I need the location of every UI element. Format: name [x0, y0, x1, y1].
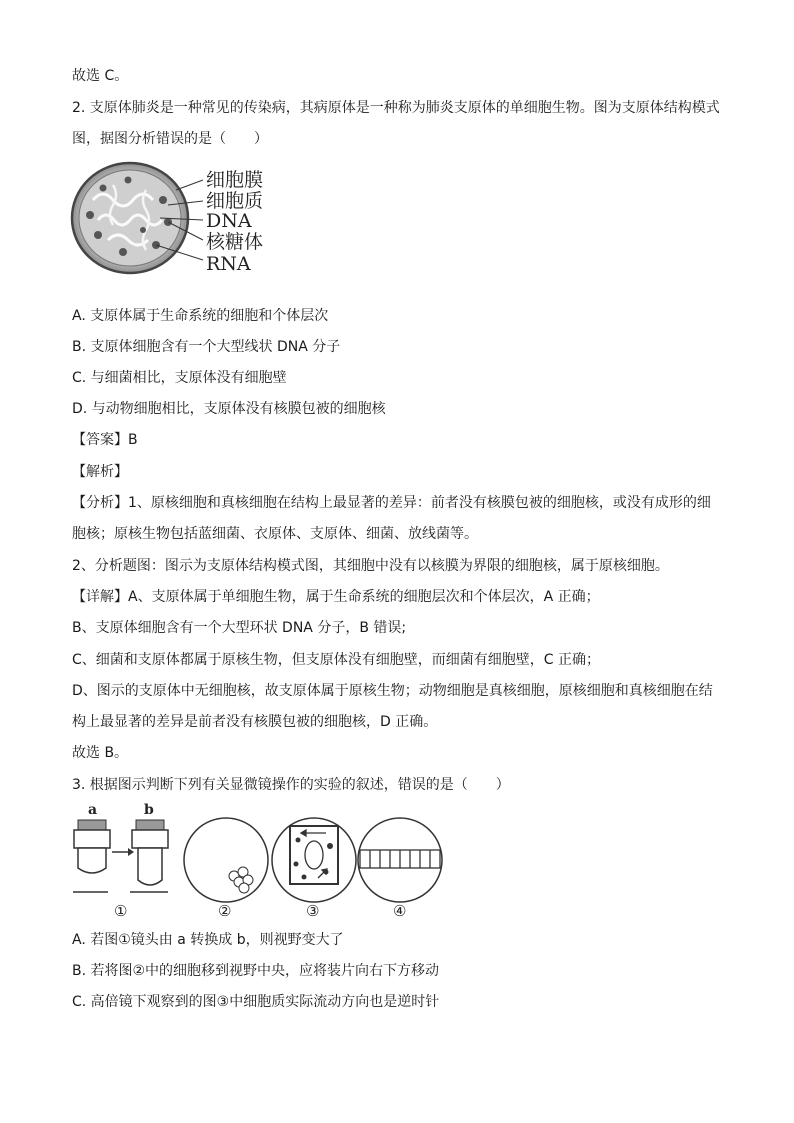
- panel-label-3: ③: [306, 902, 320, 920]
- q3-option-a: A. 若图①镜头由 a 转换成 b，则视野变大了: [72, 932, 344, 948]
- svg-text:a: a: [88, 802, 98, 818]
- mycoplasma-figure: [68, 160, 288, 278]
- analysis-heading: 【解析】: [72, 464, 128, 480]
- panel-label-4: ④: [393, 902, 407, 920]
- analysis-text: 2、分析题图：图示为支原体结构模式图，其细胞中没有以核膜为界限的细胞核，属于原核细胞。: [72, 558, 669, 574]
- answer: 【答案】B: [72, 432, 138, 448]
- question-2-stem: 2. 支原体肺炎是一种常见的传染病，其病原体是一种称为肺炎支原体的单细胞生物。图为支原体结构模式: [72, 100, 720, 116]
- text-line: 故选 C。: [72, 68, 129, 84]
- detail-text: D、图示的支原体中无细胞核，故支原体属于原核生物；动物细胞是真核细胞，原核细胞和真核细胞在结: [72, 683, 713, 699]
- option-c: C. 与细菌相比，支原体没有细胞壁: [72, 370, 287, 386]
- question-3-stem: 3. 根据图示判断下列有关显微镜操作的实验的叙述，错误的是（ ）: [72, 777, 510, 793]
- option-a: A. 支原体属于生命系统的细胞和个体层次: [72, 308, 329, 324]
- detail-text: C、细菌和支原体都属于原核生物，但支原体没有细胞壁，而细菌有细胞壁，C 正确；: [72, 652, 600, 668]
- q3-option-c: C. 高倍镜下观察到的图③中细胞质实际流动方向也是逆时针: [72, 994, 440, 1010]
- detail-text: 【详解】A、支原体属于单细胞生物，属于生命系统的细胞层次和个体层次，A 正确；: [72, 589, 600, 605]
- question-2-stem-cont: 图，据图分析错误的是（ ）: [72, 131, 268, 147]
- svg-text:b: b: [144, 802, 154, 818]
- label-cell-membrane: 细胞膜: [206, 169, 264, 191]
- microscope-figure: [68, 800, 448, 922]
- field-of-view-2: [184, 818, 268, 902]
- detail-text: 构上最显著的差异是前者没有核膜包被的细胞核，D 正确。: [72, 714, 438, 730]
- objective-lens-a: [73, 802, 110, 892]
- label-cytoplasm: 细胞质: [206, 190, 264, 212]
- label-dna: DNA: [206, 210, 252, 232]
- option-b: B. 支原体细胞含有一个大型线状 DNA 分子: [72, 339, 341, 355]
- panel-label-1: ①: [114, 902, 128, 920]
- panel-label-2: ②: [218, 902, 232, 920]
- analysis-text: 【分析】1、原核细胞和真核细胞在结构上最显著的差异：前者没有核膜包被的细胞核，或没有成形的细: [72, 495, 711, 511]
- objective-lens-b: [130, 802, 168, 892]
- analysis-text: 胞核；原核生物包括蓝细菌、衣原体、支原体、细菌、放线菌等。: [72, 526, 478, 542]
- arrow-icon: [112, 848, 134, 856]
- q3-option-b: B. 若将图②中的细胞移到视野中央，应将装片向右下方移动: [72, 963, 440, 979]
- conclusion: 故选 B。: [72, 745, 129, 761]
- label-ribosome: 核糖体: [206, 231, 264, 253]
- detail-text: B、支原体细胞含有一个大型环状 DNA 分子，B 错误;: [72, 620, 407, 636]
- option-d: D. 与动物细胞相比，支原体没有核膜包被的细胞核: [72, 401, 386, 417]
- label-rna: RNA: [206, 253, 251, 275]
